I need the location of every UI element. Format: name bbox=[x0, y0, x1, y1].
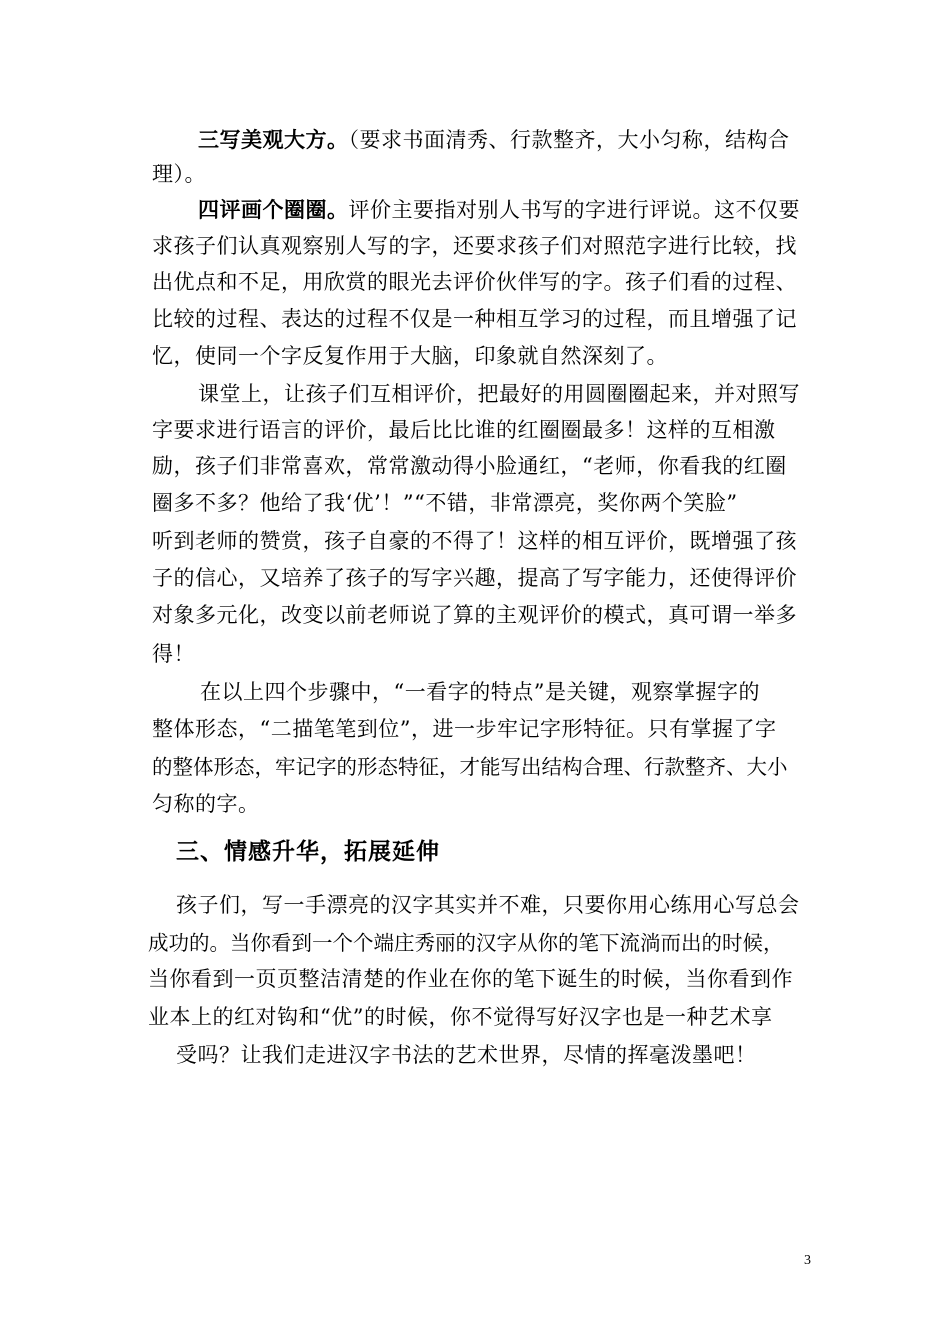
paragraph-2-line-5: 忆，使同一个字反复作用于大脑，印象就自然深刻了。 bbox=[152, 344, 668, 368]
paragraph-2-line-4: 比较的过程、表达的过程不仅是一种相互学习的过程，而且增强了记 bbox=[152, 307, 797, 331]
paragraph-5-line-3: 当你看到一页页整洁清楚的作业在你的笔下诞生的时候，当你看到作 bbox=[148, 967, 793, 991]
paragraph-4-line-1: 在以上四个步骤中，“一看字的特点”是关键，观察掌握字的 bbox=[200, 680, 760, 704]
paragraph-3-line-5: 听到老师的赞赏，孩子自豪的不得了！这样的相互评价，既增强了孩 bbox=[152, 529, 797, 553]
section-heading: 三、情感升华，拓展延伸 bbox=[176, 838, 440, 865]
paragraph-2-text: 评价主要指对别人书写的字进行评说。这不仅要 bbox=[348, 198, 800, 222]
paragraph-4-line-4: 匀称的字。 bbox=[152, 792, 260, 816]
paragraph-2-line-2: 求孩子们认真观察别人写的字，还要求孩子们对照范字进行比较，找 bbox=[152, 234, 797, 258]
paragraph-3-line-6: 子的信心，又培养了孩子的写字兴趣，提高了写字能力，还使得评价 bbox=[152, 566, 797, 590]
paragraph-5-line-5: 受吗？让我们走进汉字书法的艺术世界，尽情的挥毫泼墨吧！ bbox=[176, 1043, 757, 1067]
paragraph-5-line-2: 成功的。当你看到一个个端庄秀丽的汉字从你的笔下流淌而出的时候， bbox=[148, 931, 784, 955]
paragraph-4-line-2: 整体形态，“二描笔笔到位”，进一步牢记字形特征。只有掌握了字 bbox=[152, 717, 777, 741]
paragraph-1-lead: 三写美观大方。 bbox=[198, 127, 349, 152]
paragraph-3-line-1: 课堂上，让孩子们互相评价，把最好的用圆圈圈起来，并对照写 bbox=[198, 382, 800, 406]
paragraph-2-line-3: 出优点和不足，用欣赏的眼光去评价伙伴写的字。孩子们看的过程、 bbox=[152, 270, 797, 294]
paragraph-5-line-4: 业本上的红对钩和“优”的时候，你不觉得写好汉字也是一种艺术享 bbox=[148, 1005, 773, 1029]
paragraph-3-line-4: 圈多不多？他给了我‘优’！”“不错，非常漂亮，奖你两个笑脸” bbox=[152, 491, 738, 515]
paragraph-1-text: （要求书面清秀、行款整齐，大小匀称，结构合 bbox=[348, 128, 790, 152]
paragraph-3-line-2: 字要求进行语言的评价，最后比比谁的红圈圈最多！这样的互相激 bbox=[152, 418, 776, 442]
paragraph-2-line-1 bbox=[198, 196, 800, 224]
paragraph-1-line-1 bbox=[198, 126, 790, 154]
paragraph-5-line-1: 孩子们，写一手漂亮的汉字其实并不难，只要你用心练用心写总会 bbox=[176, 893, 800, 917]
paragraph-3-line-3: 励，孩子们非常喜欢，常常激动得小脸通红，“老师，你看我的红圈 bbox=[152, 454, 787, 478]
paragraph-3-line-8: 得！ bbox=[152, 642, 195, 666]
page-number: 3 bbox=[804, 1253, 811, 1268]
paragraph-2-lead: 四评画个圈圈。 bbox=[198, 197, 349, 222]
paragraph-3-line-7: 对象多元化，改变以前老师说了算的主观评价的模式，真可谓一举多 bbox=[152, 603, 797, 627]
paragraph-4-line-3: 的整体形态，牢记字的形态特征，才能写出结构合理、行款整齐、大小 bbox=[152, 755, 788, 779]
paragraph-1-line-2: 理）。 bbox=[152, 162, 206, 186]
